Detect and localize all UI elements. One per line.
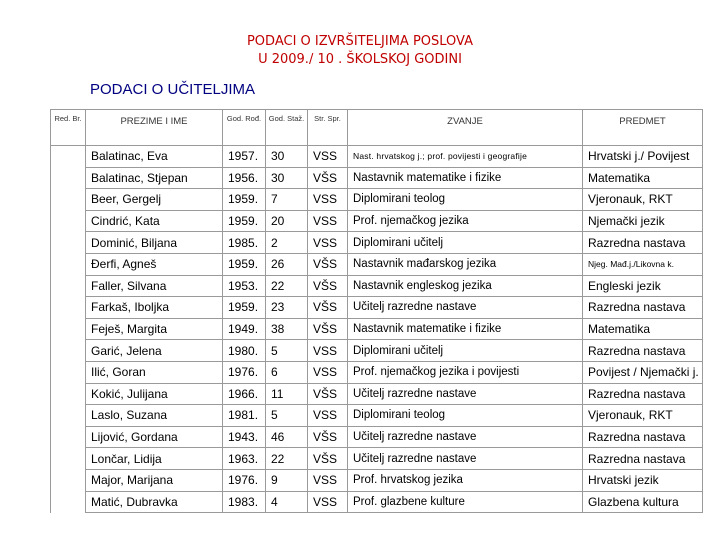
header-god-staz-label: God. Staž. xyxy=(268,114,305,123)
table-header-row xyxy=(51,110,703,146)
cell-predmet: Engleski jezik xyxy=(583,275,703,297)
cell-spr: VŠS xyxy=(308,253,348,275)
table-row xyxy=(51,167,703,189)
cell-name: Feješ, Margita xyxy=(86,318,223,340)
cell-born: 1953. xyxy=(223,275,266,297)
cell-name: Major, Marijana xyxy=(86,469,223,491)
header-god-rod xyxy=(223,110,266,146)
cell-born: 1966. xyxy=(223,383,266,405)
cell-predmet: Razredna nastava xyxy=(583,448,703,470)
cell-born: 1976. xyxy=(223,469,266,491)
cell-predmet: Povijest / Njemački j. xyxy=(583,361,703,383)
cell-name: Beer, Gergelj xyxy=(86,189,223,211)
cell-born: 1949. xyxy=(223,318,266,340)
cell-name: Đerfi, Agneš xyxy=(86,253,223,275)
cell-spr: VSS xyxy=(308,361,348,383)
cell-red-br xyxy=(51,253,86,275)
header-predmet xyxy=(583,110,703,146)
cell-born: 1956. xyxy=(223,167,266,189)
cell-born: 1981. xyxy=(223,405,266,427)
cell-born: 1976. xyxy=(223,361,266,383)
cell-name: Farkaš, Iboljka xyxy=(86,297,223,319)
cell-red-br xyxy=(51,361,86,383)
cell-red-br xyxy=(51,469,86,491)
table-row xyxy=(51,426,703,448)
cell-staz: 26 xyxy=(266,253,308,275)
table-row xyxy=(51,318,703,340)
cell-spr: VSS xyxy=(308,210,348,232)
cell-zvanje: Prof. hrvatskog jezika xyxy=(348,469,583,491)
cell-red-br xyxy=(51,426,86,448)
header-god-rod-label: God. Rođ. xyxy=(226,114,262,123)
cell-name: Laslo, Suzana xyxy=(86,405,223,427)
cell-zvanje: Učitelj razredne nastave xyxy=(348,448,583,470)
cell-zvanje: Prof. njemačkog jezika i povijesti xyxy=(348,361,583,383)
cell-born: 1985. xyxy=(223,232,266,254)
cell-red-br xyxy=(51,340,86,362)
header-str-spr-label: Str. Spr. xyxy=(314,114,341,123)
cell-spr: VSS xyxy=(308,232,348,254)
cell-predmet: Razredna nastava xyxy=(583,383,703,405)
cell-name: Dominić, Biljana xyxy=(86,232,223,254)
cell-predmet: Matematika xyxy=(583,318,703,340)
cell-predmet: Vjeronauk, RKT xyxy=(583,405,703,427)
cell-name: Lončar, Lidija xyxy=(86,448,223,470)
cell-zvanje: Nastavnik mađarskog jezika xyxy=(348,253,583,275)
cell-name: Faller, Silvana xyxy=(86,275,223,297)
cell-zvanje: Učitelj razredne nastave xyxy=(348,383,583,405)
cell-zvanje: Nastavnik matematike i fizike xyxy=(348,318,583,340)
cell-name: Kokić, Julijana xyxy=(86,383,223,405)
cell-name: Matić, Dubravka xyxy=(86,491,223,513)
cell-predmet: Njeg. Mađ.j./Likovna k. xyxy=(583,253,703,275)
cell-spr: VSS xyxy=(308,340,348,362)
cell-name: Balatinac, Eva xyxy=(86,146,223,168)
header-prezime-ime xyxy=(86,110,223,146)
cell-born: 1959. xyxy=(223,297,266,319)
cell-spr: VŠS xyxy=(308,297,348,319)
cell-staz: 20 xyxy=(266,210,308,232)
cell-staz: 38 xyxy=(266,318,308,340)
document-title-year: U 2009./ 10 . ŠKOLSKOJ GODINI xyxy=(258,52,462,67)
cell-spr: VSS xyxy=(308,405,348,427)
cell-spr: VŠS xyxy=(308,448,348,470)
document-title: PODACI O IZVRŠITELJIMA POSLOVA xyxy=(246,34,474,49)
cell-spr: VŠS xyxy=(308,275,348,297)
header-zvanje-label: ZVANJE xyxy=(447,116,483,127)
cell-staz: 5 xyxy=(266,340,308,362)
table-row xyxy=(51,491,703,513)
table-row xyxy=(51,340,703,362)
cell-red-br xyxy=(51,275,86,297)
cell-red-br xyxy=(51,146,86,168)
cell-zvanje: Nast. hrvatskog j.; prof. povijesti i geografije xyxy=(348,146,583,168)
cell-zvanje: Diplomirani učitelj xyxy=(348,232,583,254)
cell-spr: VSS xyxy=(308,491,348,513)
cell-predmet: Razredna nastava xyxy=(583,232,703,254)
cell-staz: 22 xyxy=(266,448,308,470)
header-god-staz xyxy=(266,110,308,146)
cell-name: Balatinac, Stjepan xyxy=(86,167,223,189)
cell-zvanje: Prof. njemačkog jezika xyxy=(348,210,583,232)
header-predmet-label: PREDMET xyxy=(619,116,666,127)
header-str-spr xyxy=(308,110,348,146)
table-row xyxy=(51,189,703,211)
cell-staz: 30 xyxy=(266,146,308,168)
cell-red-br xyxy=(51,189,86,211)
table-row xyxy=(51,253,703,275)
cell-spr: VSS xyxy=(308,146,348,168)
table-row xyxy=(51,297,703,319)
table-row xyxy=(51,361,703,383)
cell-staz: 5 xyxy=(266,405,308,427)
cell-name: Cindrić, Kata xyxy=(86,210,223,232)
cell-predmet: Razredna nastava xyxy=(583,297,703,319)
table-row xyxy=(51,232,703,254)
cell-name: Garić, Jelena xyxy=(86,340,223,362)
cell-predmet: Glazbena kultura xyxy=(583,491,703,513)
cell-zvanje: Diplomirani teolog xyxy=(348,405,583,427)
cell-red-br xyxy=(51,210,86,232)
cell-staz: 9 xyxy=(266,469,308,491)
table-row xyxy=(51,405,703,427)
cell-name: Ilić, Goran xyxy=(86,361,223,383)
cell-spr: VSS xyxy=(308,469,348,491)
table-row xyxy=(51,146,703,168)
cell-zvanje: Diplomirani teolog xyxy=(348,189,583,211)
cell-spr: VŠS xyxy=(308,318,348,340)
cell-staz: 11 xyxy=(266,383,308,405)
cell-staz: 22 xyxy=(266,275,308,297)
cell-born: 1959. xyxy=(223,189,266,211)
header-prezime-ime-label: PREZIME I IME xyxy=(120,116,188,127)
cell-red-br xyxy=(51,448,86,470)
cell-born: 1980. xyxy=(223,340,266,362)
cell-born: 1963. xyxy=(223,448,266,470)
cell-predmet: Razredna nastava xyxy=(583,426,703,448)
cell-spr: VŠS xyxy=(308,383,348,405)
cell-predmet: Hrvatski j./ Povijest xyxy=(583,146,703,168)
cell-predmet: Razredna nastava xyxy=(583,340,703,362)
cell-born: 1943. xyxy=(223,426,266,448)
table-row xyxy=(51,383,703,405)
cell-red-br xyxy=(51,405,86,427)
cell-staz: 30 xyxy=(266,167,308,189)
header-zvanje xyxy=(348,110,583,146)
cell-name: Lijović, Gordana xyxy=(86,426,223,448)
cell-zvanje: Učitelj razredne nastave xyxy=(348,426,583,448)
cell-staz: 6 xyxy=(266,361,308,383)
teachers-table xyxy=(50,109,703,513)
cell-red-br xyxy=(51,318,86,340)
cell-predmet: Matematika xyxy=(583,167,703,189)
cell-spr: VSS xyxy=(308,189,348,211)
cell-zvanje: Prof. glazbene kulture xyxy=(348,491,583,513)
cell-born: 1959. xyxy=(223,210,266,232)
cell-staz: 46 xyxy=(266,426,308,448)
cell-zvanje: Diplomirani učitelj xyxy=(348,340,583,362)
cell-predmet: Hrvatski jezik xyxy=(583,469,703,491)
cell-staz: 2 xyxy=(266,232,308,254)
cell-born: 1959. xyxy=(223,253,266,275)
cell-red-br xyxy=(51,297,86,319)
cell-staz: 4 xyxy=(266,491,308,513)
cell-spr: VŠS xyxy=(308,167,348,189)
table-row xyxy=(51,275,703,297)
table-row xyxy=(51,210,703,232)
header-red-br xyxy=(51,110,86,146)
cell-red-br xyxy=(51,167,86,189)
cell-spr: VŠS xyxy=(308,426,348,448)
cell-born: 1983. xyxy=(223,491,266,513)
cell-predmet: Njemački jezik xyxy=(583,210,703,232)
cell-zvanje: Učitelj razredne nastave xyxy=(348,297,583,319)
section-subtitle: PODACI O UČITELJIMA xyxy=(90,81,256,98)
table-row xyxy=(51,448,703,470)
cell-red-br xyxy=(51,383,86,405)
header-red-br-label: Red. Br. xyxy=(54,114,82,123)
cell-born: 1957. xyxy=(223,146,266,168)
table-row xyxy=(51,469,703,491)
cell-zvanje: Nastavnik matematike i fizike xyxy=(348,167,583,189)
cell-red-br xyxy=(51,232,86,254)
cell-red-br xyxy=(51,491,86,513)
cell-staz: 7 xyxy=(266,189,308,211)
cell-predmet: Vjeronauk, RKT xyxy=(583,189,703,211)
cell-staz: 23 xyxy=(266,297,308,319)
cell-zvanje: Nastavnik engleskog jezika xyxy=(348,275,583,297)
